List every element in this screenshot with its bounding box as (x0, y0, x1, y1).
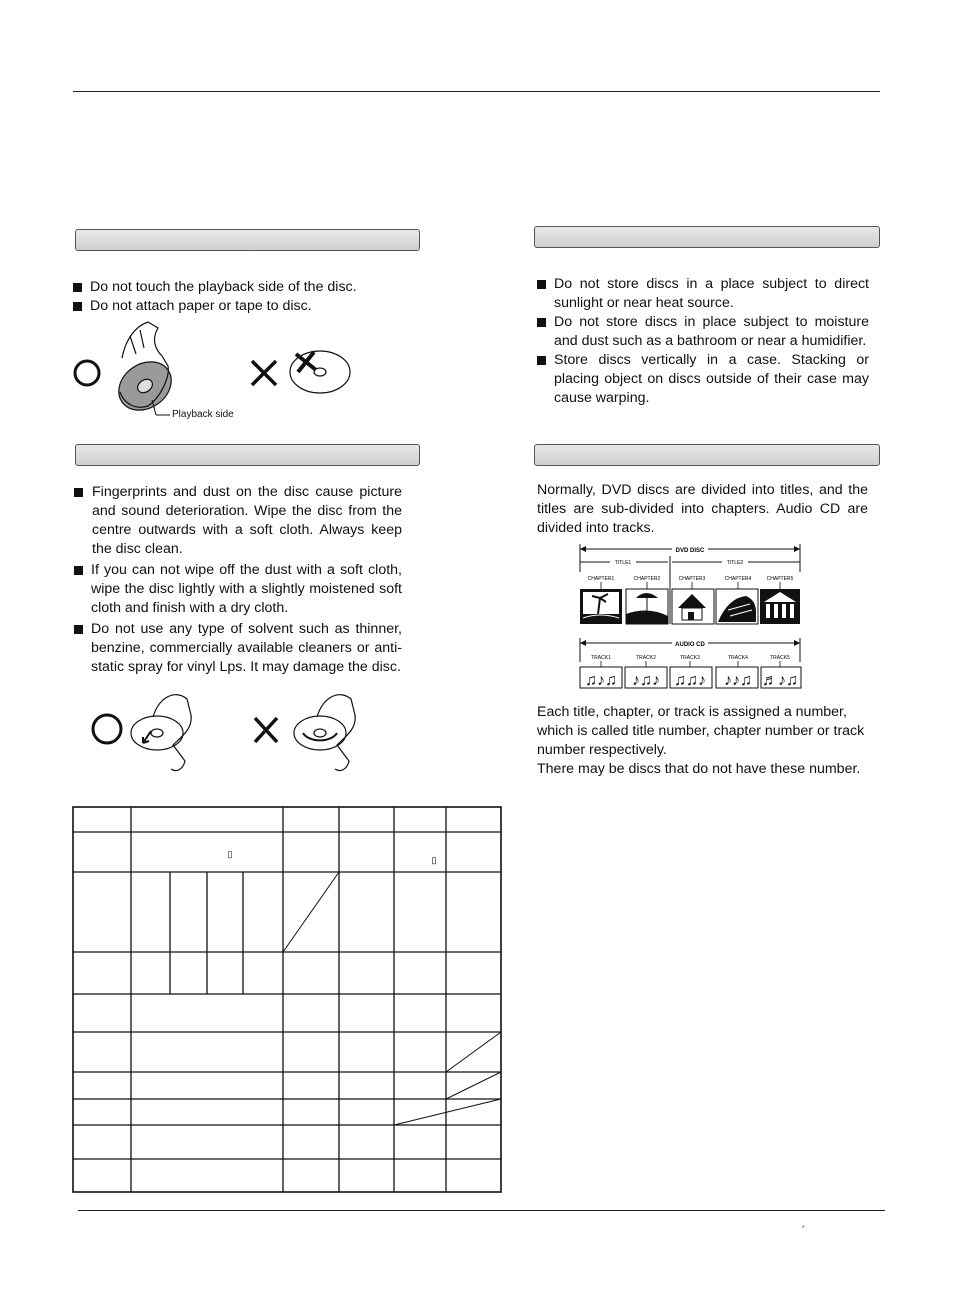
chapter-image-4-icon (716, 589, 758, 624)
section-bar-handling (75, 229, 420, 251)
music-notes-icon: ♫♪♫ (585, 672, 617, 689)
table-glyph-2: ▯ (431, 855, 437, 865)
section-bar-cleaning (75, 444, 420, 466)
dvd-disc-label: DVD DISC (675, 548, 705, 554)
correct-circle-icon (93, 715, 121, 743)
hand-holding-disc-icon (109, 322, 180, 420)
track-label-1: TRACK1 (591, 655, 611, 661)
dvd-structure-diagram (578, 542, 804, 692)
storing-bullet-2: Do not store discs in place subject to moisture and dust such as a bathroom or near a humidifier. (536, 313, 869, 351)
track-label-2: TRACK2 (636, 655, 656, 661)
wrong-cross-icon (255, 718, 277, 742)
chapter-image-1-icon (580, 589, 622, 624)
taped-disc-icon (290, 351, 350, 393)
cleaning-bullet-3: Do not use any type of solvent such as thinner, benzine, commercially available cleaners or anti-static spray for vinyl Lps. It may damage the disc. (73, 620, 402, 677)
section-bar-structure (534, 444, 880, 466)
track-label-4: TRACK4 (728, 655, 748, 661)
title-label-1: TITLE1 (614, 560, 632, 566)
cleaning-bullet-1: Fingerprints and dust on the disc cause picture and sound deterioration. Wipe the disc from the centre outwards with a soft cloth. Always keep the disc clean. (73, 483, 402, 559)
music-notes-icon: ♪♫♪ (632, 672, 660, 689)
chapter-image-2-icon (626, 589, 668, 624)
chapter-image-3-icon (672, 589, 714, 624)
storing-bullet-3: Store discs vertically in a case. Stacking or placing object on discs outside of their case may cause warping. (536, 351, 869, 408)
chapter-image-5-icon (760, 589, 800, 624)
handling-bullet-1: Do not touch the playback side of the disc. (72, 278, 422, 297)
handling-bullet-2: Do not attach paper or tape to disc. (72, 297, 422, 316)
handling-bullets (72, 278, 422, 316)
structure-note-line-3: number respectively. (537, 742, 667, 758)
track-label-3: TRACK3 (680, 655, 700, 661)
title-label-2: TITLE2 (726, 560, 744, 566)
structure-note (537, 703, 877, 779)
structure-note-line-2: which is called title number, chapter number or track (537, 723, 865, 739)
track-label-5: TRACK5 (770, 655, 790, 661)
music-notes-icon: ♫♫♪ (674, 672, 706, 689)
audio-cd-label: AUDIO CD (675, 642, 705, 648)
cleaning-illustration (85, 685, 370, 780)
storing-bullets (536, 275, 869, 408)
bottom-rule (78, 1210, 885, 1211)
table-glyph-1: ▯ (227, 849, 233, 859)
chapter-label-4: CHAPTER4 (724, 576, 752, 582)
section-bar-storing (534, 226, 880, 248)
correct-circle-icon (75, 361, 99, 385)
structure-intro: Normally, DVD discs are divided into titles, and the titles are sub-divided into chapters. Audio CD are divided into tracks. (537, 482, 868, 536)
chapter-label-2: CHAPTER2 (633, 576, 661, 582)
storing-bullet-1: Do not store discs in a place subject to direct sunlight or near heat source. (536, 275, 869, 313)
music-notes-icon: ♬♪♫ (762, 672, 798, 689)
structure-note-line-4: There may be discs that do not have these number. (537, 761, 861, 777)
chapter-label-5: CHAPTER5 (766, 576, 794, 582)
cleaning-bullet-2: If you can not wipe off the dust with a soft cloth, wipe the disc lightly with a slightly moistened soft cloth and finish with a dry cloth. (73, 561, 402, 618)
structure-note-line-1: Each title, chapter, or track is assigned a number, (537, 704, 847, 720)
footer-mark: ˏ (801, 1214, 805, 1228)
wipe-circular-disc-icon (294, 695, 355, 771)
cleaning-bullets (73, 483, 402, 677)
playback-side-label: Playback side (172, 409, 234, 420)
top-rule (73, 91, 880, 92)
music-notes-icon: ♪♪♫ (724, 672, 752, 689)
disc-info-table (72, 806, 503, 1194)
wrong-cross-icon (252, 361, 276, 385)
chapter-label-3: CHAPTER3 (678, 576, 706, 582)
wipe-outward-disc-icon (131, 695, 191, 771)
chapter-label-1: CHAPTER1 (587, 576, 615, 582)
